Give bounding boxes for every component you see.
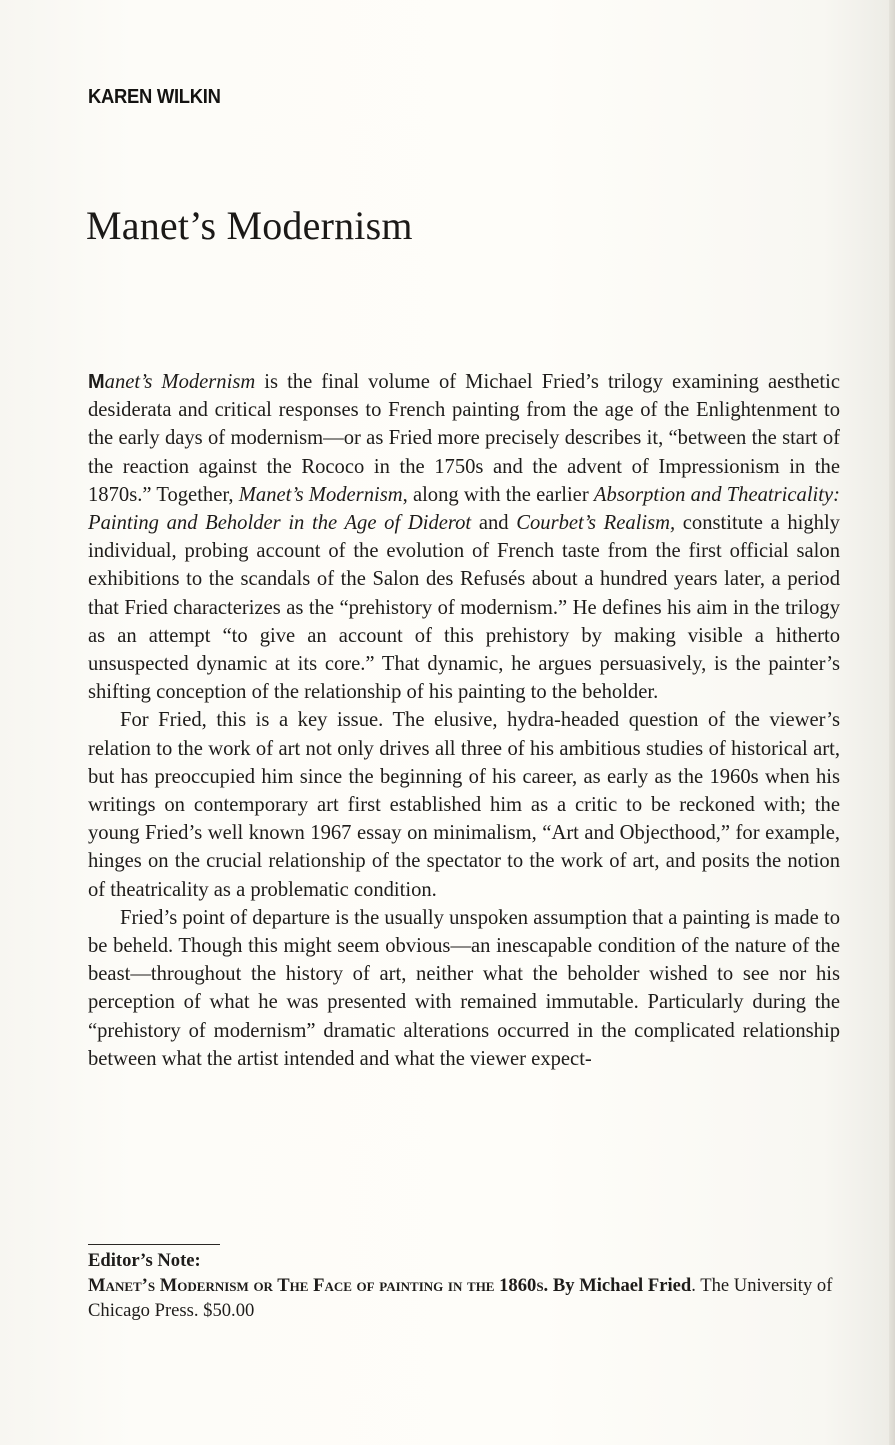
reviewed-book-publisher: . The University of Chicago Press. $50.00: [88, 1275, 833, 1321]
article-title: Manet’s Modernism: [86, 203, 413, 248]
editors-note: [88, 1244, 840, 1323]
page-edge-shadow: [889, 0, 895, 1445]
reviewed-book-author: Michael Fried: [579, 1275, 692, 1296]
paragraph-1-text-3: and: [471, 512, 517, 535]
paragraph-3: Fried’s point of departure is the usually unspoken assumption that a painting is made to be beheld. Though this might seem obvious—an inescapable condition of the nature of the beast—throughout the history of art, neither what the beholder wished to see nor his perception of what he was presented with remained immutable. Particularly during the “prehistory of modernism” dramatic alterations occurred in the complicated relationship between what the artist intended and what the viewer expect-: [88, 906, 840, 1070]
note-by: By: [548, 1275, 580, 1296]
lead-italic: anet’s Modernism: [104, 371, 256, 393]
paragraph-1-text-1: is the final volume of Michael Fried’s trilogy examining aesthetic desiderata and critical responses to French painting from the age of the Enlightenment to the early days of modernism—or as Fried more precisely describes it, “between the start of the reaction against the Rococo in the 1750s and the advent of Impressionism in the 1870s.” Together,: [88, 371, 840, 506]
book-title-manets-modernism: Manet’s Modernism: [238, 483, 403, 506]
author-name: KAREN WILKIN: [88, 86, 221, 108]
note-divider: [88, 1244, 220, 1245]
paragraph-1: [88, 368, 840, 706]
reviewed-book-title: Manet’s Modernism or The Face of painting in the 1860s.: [88, 1275, 549, 1296]
drop-cap: M: [88, 371, 105, 393]
editors-note-label: Editor’s Note:: [88, 1250, 201, 1271]
paragraph-2: For Fried, this is a key issue. The elusive, hydra-headed question of the viewer’s relation to the work of art not only drives all three of his ambitious studies of historical art, but has preoccupied him since the beginning of his career, as early as the 1960s when his writings on contemporary art first established him as a critic to be reckoned with; the young Fried’s well known 1967 essay on minimalism, “Art and Objecthood,” for example, hinges on the crucial relationship of the spectator to the work of art, and posits the notion of theatricality as a problematic condition.: [88, 709, 840, 901]
book-title-courbets-realism: Courbet’s Realism,: [516, 512, 676, 535]
paragraph-1-text-2: , along with the earlier: [402, 483, 594, 506]
article-body: [88, 368, 840, 1073]
book-title-absorption: Absorption and Theatricality: Painting and Beholder in the Age of Diderot: [88, 483, 840, 535]
paragraph-1-text-4: constitute a highly individual, probing account of the evolution of French taste from the first official salon exhibitions to the scandals of the Salon des Refusés about a hundred years later, a period that Fried characterizes as the “prehistory of modernism.” He defines his aim in the trilogy as an attempt “to give an account of this prehistory by making visible a hitherto unsuspected dynamic at its core.” That dynamic, he argues persuasively, is the painter’s shifting conception of the relationship of his painting to the beholder.: [88, 512, 840, 704]
